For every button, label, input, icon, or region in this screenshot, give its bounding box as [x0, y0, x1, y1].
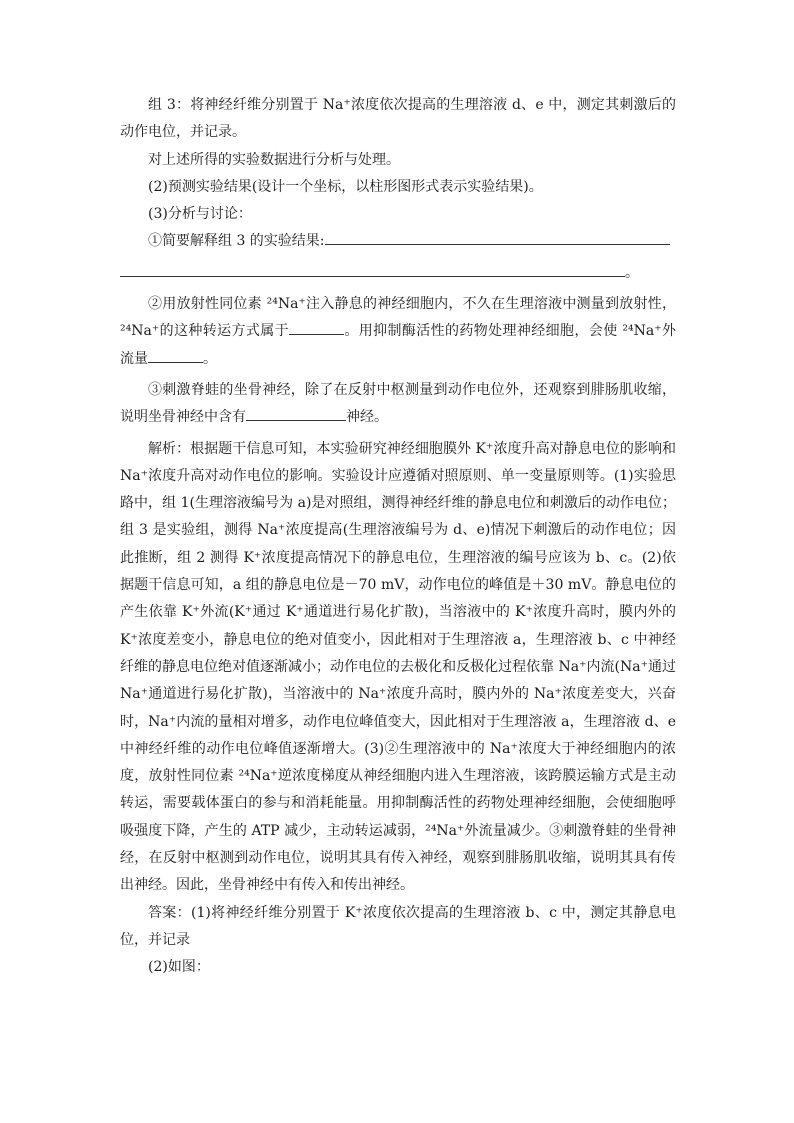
answer-1: 答案：(1)将神经纤维分别置于 K⁺浓度依次提高的生理溶液 b、c 中，测定其静息电位，并记录	[120, 904, 676, 948]
document-page	[120, 92, 676, 982]
question-3-3-part-a: ③刺激脊蛙的坐骨神经，除了在反射中枢测量到动作电位外，还观察到腓肠肌收缩，说明坐骨神经中含有	[120, 381, 676, 426]
question-3: (3)分析与讨论：	[148, 206, 252, 223]
answer-blank-line	[325, 230, 670, 245]
question-3-1-continued	[120, 260, 676, 287]
outflow-blank	[148, 348, 203, 363]
question-3-2-part-b: 。用抑制酶活性的药物处理神经细胞，会使 ²⁴Na⁺外流量	[120, 323, 676, 367]
question-3-2-part-c: 。	[203, 350, 217, 367]
question-3-1	[120, 228, 676, 255]
group3-text: 组 3：将神经纤维分别置于 Na⁺浓度依次提高的生理溶液 d、e 中，测定其刺激后的动作电位，并记录。	[120, 97, 676, 141]
answer-2: (2)如图：	[148, 959, 210, 976]
analyze-text: 对上述所得的实验数据进行分析与处理。	[148, 151, 400, 168]
question-2: (2)预测实验结果(设计一个坐标，以柱形图形式表示实验结果)。	[148, 178, 543, 195]
answer-blank-line-2	[120, 262, 625, 277]
question-3-1-end: 。	[625, 264, 639, 281]
question-3-3-part-b: 神经。	[346, 409, 388, 426]
transport-blank	[289, 320, 344, 335]
question-3-2	[120, 291, 676, 373]
question-3-2-part-a: ②用放射性同位素 ²⁴Na⁺注入静息的神经细胞内，不久在生理溶液中测量到放射性，²⁴Na⁺的这种转运方式属于	[120, 296, 676, 340]
analysis-text: 解析：根据题干信息可知，本实验研究神经细胞膜外 K⁺浓度升高对静息电位的影响和 Na⁺浓度升高对动作电位的影响。实验设计应遵循对照原则、单一变量原则等。(1)实验思路中，组 1(生理溶液编号为 a)是对照组，测得神经纤维的静息电位和刺激后的动作电位；组 3 是实验组，测得 Na⁺浓度提高(生理溶液编号为 d、e)情况下刺激后的动作电位；因此推断，组 2 测得 K⁺浓度提高情况下的静息电位，生理溶液的编号应该为 b、c。(2)依据题干信息可知，a 组的静息电位是－70 mV，动作电位的峰值是＋30 mV。静息电位的产生依靠 K⁺外流(K⁺通过 K⁺通道进行易化扩散)，当溶液中的 K⁺浓度升高时，膜内外的 K⁺浓度差变小，静息电位的绝对值变小，因此相对于生理溶液 a，生理溶液 b、c 中神经纤维的静息电位绝对值逐渐减小；动作电位的去极化和反极化过程依靠 Na⁺内流(Na⁺通过 Na⁺通道进行易化扩散)，当溶液中的 Na⁺浓度升高时，膜内外的 Na⁺浓度差变大，兴奋时，Na⁺内流的量相对增多，动作电位峰值变大，因此相对于生理溶液 a，生理溶液 d、e 中神经纤维的动作电位峰值逐渐增大。(3)②生理溶液中的 Na⁺浓度大于神经细胞内的浓度，放射性同位素 ²⁴Na⁺逆浓度梯度从神经细胞内进入生理溶液，该跨膜运输方式是主动转运，需要载体蛋白的参与和消耗能量。用抑制酶活性的药物处理神经细胞，会使细胞呼吸强度下降，产生的 ATP 减少，主动转运减弱，²⁴Na⁺外流量减少。③刺激脊蛙的坐骨神经，在反射中枢测到动作电位，说明其具有传入神经，观察到腓肠肌收缩，说明其具有传出神经。因此，坐骨神经中有传入和传出神经。	[120, 440, 676, 894]
nerve-blank	[246, 406, 346, 421]
question-3-1-label: ①简要解释组 3 的实验结果:	[148, 233, 325, 250]
question-3-3	[120, 377, 676, 432]
